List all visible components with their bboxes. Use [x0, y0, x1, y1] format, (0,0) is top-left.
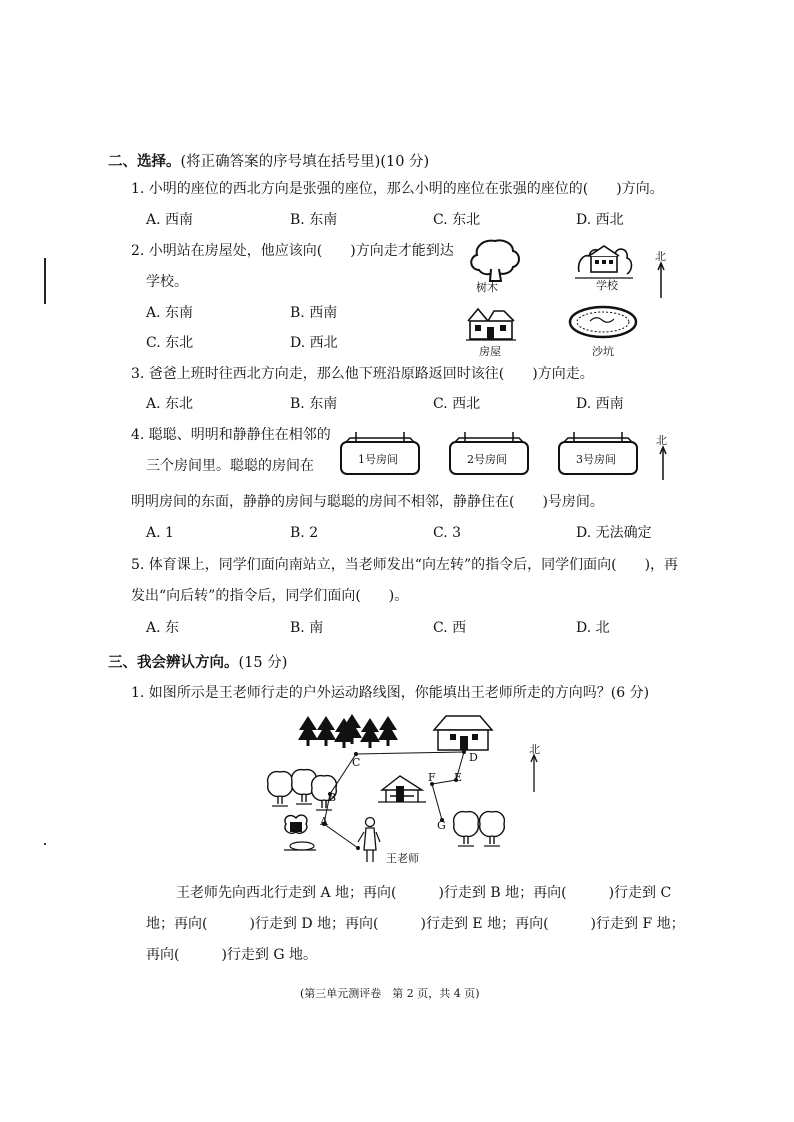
room-2-label: 2号房间 — [467, 453, 507, 466]
option-a: A. 东 — [146, 620, 180, 636]
section-2-title: 二、选择。 — [108, 153, 181, 170]
school-image — [575, 242, 635, 282]
house-icon — [434, 716, 492, 750]
question-2-2-line1: 2. 小明站在房屋处，他应该向( )方向走才能到达 — [131, 243, 454, 259]
question-2-5-line2: 发出“向后转”的指令后，同学们面向( )。 — [131, 588, 409, 604]
pavilion-icon — [378, 776, 426, 802]
teacher-figure — [358, 818, 380, 863]
question-2-4-line3: 明明房间的东面，静静的房间与聪聪的房间不相邻，静静住在( )号房间。 — [131, 494, 604, 510]
point-f-label: F — [428, 771, 436, 784]
room-1-label: 1号房间 — [358, 453, 398, 466]
house-image — [466, 305, 516, 341]
question-2-1: 1. 小明的座位的西北方向是张强的座位，那么小明的座位在张强的座位的( )方向。 — [131, 181, 664, 197]
option-c: C. 东北 — [146, 335, 194, 351]
option-b: B. 2 — [290, 525, 319, 541]
north-label: 北 — [656, 434, 667, 447]
point-g-label: G — [437, 819, 446, 832]
north-label: 北 — [529, 743, 540, 756]
room-3-label: 3号房间 — [576, 453, 616, 466]
question-2-5-line1: 5. 体育课上，同学们面向南站立，当老师发出“向左转”的指令后，同学们面向( )，再 — [131, 557, 679, 573]
section-3-heading — [108, 651, 287, 672]
question-2-2-line2: 学校。 — [146, 274, 188, 290]
tree-label: 树木 — [476, 281, 498, 294]
scan-dot — [44, 843, 46, 845]
route-map — [260, 712, 560, 872]
point-d-label: D — [469, 751, 478, 764]
question-2-4-line1: 4. 聪聪、明明和静静住在相邻的 — [131, 427, 331, 443]
pine-trees — [298, 714, 398, 748]
north-arrow-icon — [656, 262, 666, 298]
option-a: A. 西南 — [146, 212, 194, 228]
answer-line-1: 王老师先向西北行走到 A 地；再向( )行走到 B 地；再向( )行走到 C — [176, 885, 672, 901]
option-b: B. 东南 — [290, 212, 338, 228]
option-c: C. 西北 — [433, 396, 481, 412]
north-arrow-icon — [531, 755, 537, 792]
option-d: D. 北 — [576, 620, 610, 636]
route-lines — [322, 750, 466, 850]
point-c-label: C — [352, 756, 361, 769]
option-b: B. 南 — [290, 620, 324, 636]
option-d: D. 西北 — [576, 212, 624, 228]
option-b: B. 西南 — [290, 305, 338, 321]
option-a: A. 东北 — [146, 396, 194, 412]
option-d: D. 西南 — [576, 396, 624, 412]
binding-margin-line — [44, 258, 46, 304]
option-d: D. 西北 — [290, 335, 338, 351]
sandpit-label: 沙坑 — [592, 345, 614, 358]
option-a: A. 东南 — [146, 305, 194, 321]
north-arrow-icon — [658, 446, 668, 480]
option-d: D. 无法确定 — [576, 525, 652, 541]
page-footer: (第三单元测评卷 第 2 页，共 4 页) — [300, 987, 480, 1000]
section-2-heading — [108, 150, 429, 171]
question-3-1: 1. 如图所示是王老师行走的户外运动路线图，你能填出王老师所走的方向吗？(6 分) — [131, 685, 650, 701]
playground-icon — [284, 815, 316, 850]
answer-line-2: 地；再向( )行走到 D 地；再向( )行走到 E 地；再向( )行走到 F 地； — [146, 916, 685, 932]
question-2-3: 3. 爸爸上班时往西北方向走，那么他下班沿原路返回时该往( )方向走。 — [131, 366, 594, 382]
answer-line-3: 再向( )行走到 G 地。 — [146, 947, 318, 963]
tree-image — [465, 237, 525, 283]
section-2-note: (将正确答案的序号填在括号里)(10 分) — [180, 154, 430, 170]
point-b-label: B — [328, 791, 337, 804]
option-a: A. 1 — [146, 525, 174, 541]
teacher-label: 王老师 — [386, 852, 419, 865]
school-label: 学校 — [596, 279, 618, 292]
north-label: 北 — [655, 250, 666, 263]
section-3-title: 三、我会辨认方向。 — [108, 654, 239, 671]
option-b: B. 东南 — [290, 396, 338, 412]
option-c: C. 东北 — [433, 212, 481, 228]
point-e-label: E — [454, 771, 463, 784]
point-a-label: A — [320, 815, 328, 828]
option-c: C. 西 — [433, 620, 467, 636]
section-3-note: (15 分) — [238, 655, 288, 671]
sandpit-image — [568, 305, 638, 341]
bush-trees — [268, 770, 505, 846]
house-label: 房屋 — [479, 345, 501, 358]
option-c: C. 3 — [433, 525, 462, 541]
question-2-4-line2: 三个房间里。聪聪的房间在 — [146, 458, 314, 474]
